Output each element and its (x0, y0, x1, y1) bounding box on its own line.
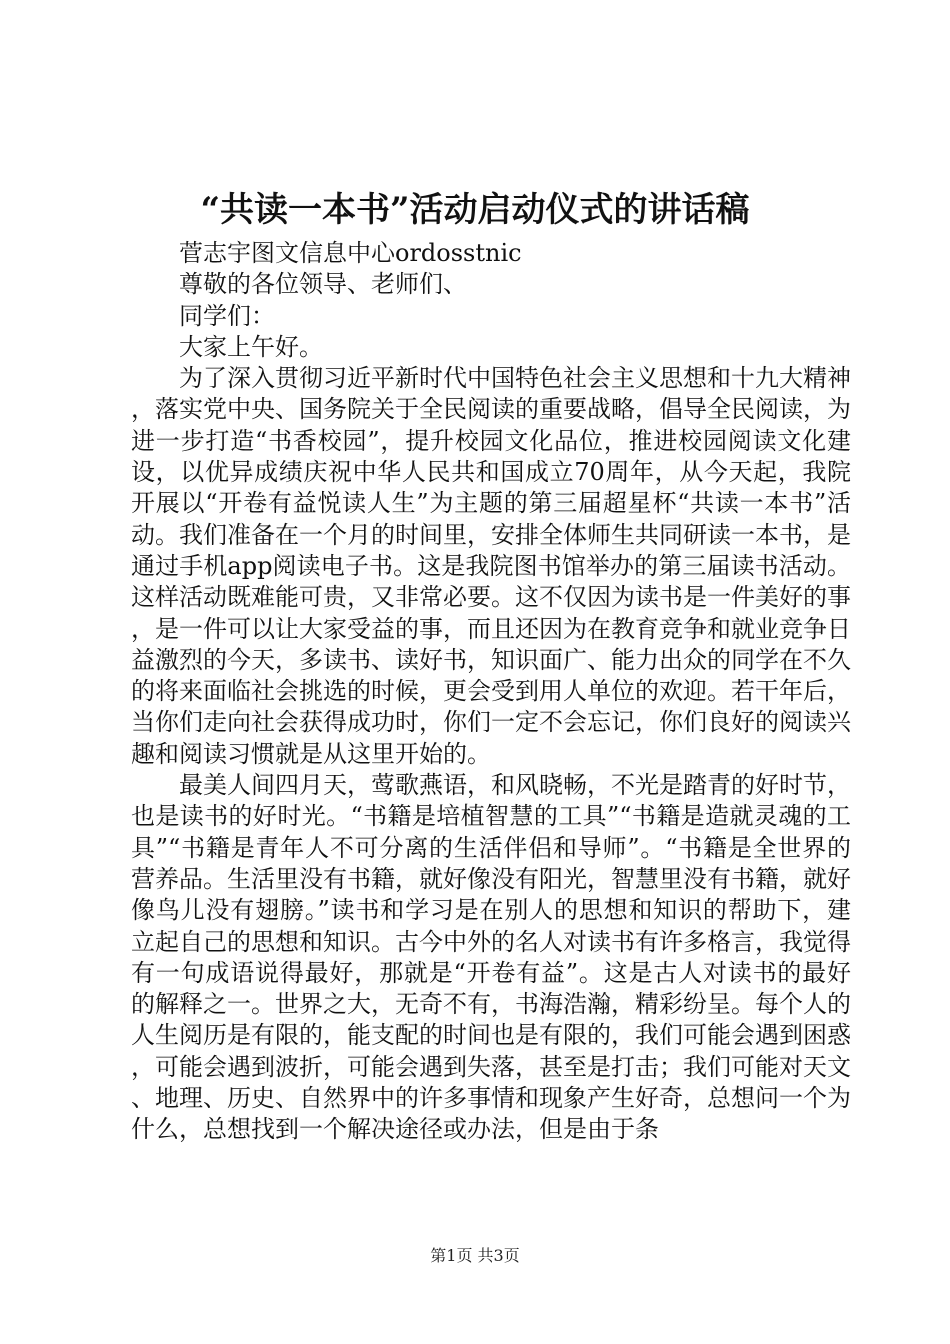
greeting-line: 大家上午好。 (179, 332, 323, 361)
author-line: 菅志宇图文信息中心ordosstnic (179, 239, 522, 267)
page-number: 第1页 共3页 (430, 1246, 520, 1265)
salutation-line: 尊敬的各位领导、老师们、 (179, 270, 467, 299)
document-body (131, 238, 851, 1146)
body-paragraph: 最美人间四月天，莺歌燕语，和风晓畅，不光是踏青的好时节，也是读书的好时光。“书籍是培植智慧的工具”“书籍是造就灵魂的工具”“书籍是青年人不可分离的生活伴侣和导师”。“书籍是全世界的营养品。生活里没有书籍，就好像没有阳光，智慧里没有书籍，就好像鸟儿没有翅膀。”读书和学习是在别人的思想和知识的帮助下，建立起自己的思想和知识。古今中外的名人对读书有许多格言，我觉得有一句成语说得最好，那就是“开卷有益”。这是古人对读书的最好的解释之一。世界之大，无奇不有，书海浩瀚，精彩纷呈。每个人的人生阅历是有限的，能支配的时间也是有限的，我们可能会遇到困惑，可能会遇到波折，可能会遇到失落，甚至是打击；我们可能对天文、地理、历史、自然界中的许多事情和现象产生好奇，总想问一个为什么，总想找到一个解决途径或办法，但是由于条 (131, 771, 851, 1144)
salutation-line: 同学们： (179, 301, 275, 330)
body-paragraph: 为了深入贯彻习近平新时代中国特色社会主义思想和十九大精神，落实党中央、国务院关于全民阅读的重要战略，倡导全民阅读，为进一步打造“书香校园”，提升校园文化品位，推进校园阅读文化建设，以优异成绩庆祝中华人民共和国成立70周年，从今天起，我院开展以“开卷有益悦读人生”为主题的第三届超星杯“共读一本书”活动。我们准备在一个月的时间里，安排全体师生共同研读一本书，是通过手机app阅读电子书。这是我院图书馆举办的第三届读书活动。这样活动既难能可贵，又非常必要。这不仅因为读书是一件美好的事，是一件可以让大家受益的事，而且还因为在教育竞争和就业竞争日益激烈的今天，多读书、读好书，知识面广、能力出众的同学在不久的将来面临社会挑选的时候，更会受到用人单位的欢迎。若干年后，当你们走向社会获得成功时，你们一定不会忘记，你们良好的阅读兴趣和阅读习惯就是从这里开始的。 (131, 364, 851, 768)
document-title: “共读一本书”活动启动仪式的讲话稿 (200, 190, 750, 230)
